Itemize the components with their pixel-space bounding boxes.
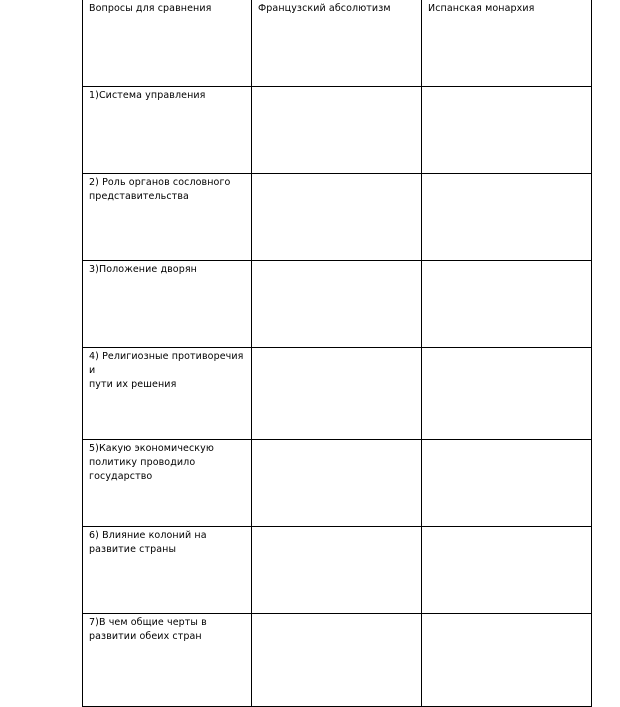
header-france-label: Французский абсолютизм — [258, 3, 391, 14]
table-row — [83, 614, 592, 707]
france-answer-cell[interactable] — [252, 87, 422, 174]
question-text: 5)Какую экономическую политику проводило государство — [89, 443, 214, 482]
spain-answer-cell[interactable] — [422, 440, 592, 527]
question-text: 2) Роль органов сословного представительства — [89, 177, 231, 202]
question-text: 4) Религиозные противоречия и пути их решения — [89, 351, 244, 390]
header-cell-spain — [422, 0, 592, 87]
france-answer-cell[interactable] — [252, 614, 422, 707]
question-cell — [83, 261, 252, 348]
comparison-table — [82, 0, 592, 707]
header-cell-france — [252, 0, 422, 87]
table-row — [83, 87, 592, 174]
spain-answer-cell[interactable] — [422, 527, 592, 614]
spain-answer-cell[interactable] — [422, 87, 592, 174]
comparison-table-wrapper — [82, 0, 591, 707]
header-questions-label: Вопросы для сравнения — [89, 3, 212, 14]
question-text: 1)Система управления — [89, 90, 206, 101]
spain-answer-cell[interactable] — [422, 174, 592, 261]
spain-answer-cell[interactable] — [422, 614, 592, 707]
question-text: 7)В чем общие черты в развитии обеих стран — [89, 617, 207, 642]
table-row — [83, 261, 592, 348]
france-answer-cell[interactable] — [252, 527, 422, 614]
france-answer-cell[interactable] — [252, 174, 422, 261]
question-cell — [83, 348, 252, 440]
france-answer-cell[interactable] — [252, 440, 422, 527]
table-row — [83, 527, 592, 614]
question-cell — [83, 87, 252, 174]
question-cell — [83, 440, 252, 527]
question-text: 3)Положение дворян — [89, 264, 197, 275]
header-cell-questions — [83, 0, 252, 87]
question-cell — [83, 174, 252, 261]
france-answer-cell[interactable] — [252, 348, 422, 440]
header-spain-label: Испанская монархия — [428, 3, 535, 14]
spain-answer-cell[interactable] — [422, 261, 592, 348]
france-answer-cell[interactable] — [252, 261, 422, 348]
table-header-row — [83, 0, 592, 87]
question-cell — [83, 527, 252, 614]
table-row — [83, 348, 592, 440]
question-cell — [83, 614, 252, 707]
table-row — [83, 440, 592, 527]
table-row — [83, 174, 592, 261]
spain-answer-cell[interactable] — [422, 348, 592, 440]
question-text: 6) Влияние колоний на развитие страны — [89, 530, 207, 555]
